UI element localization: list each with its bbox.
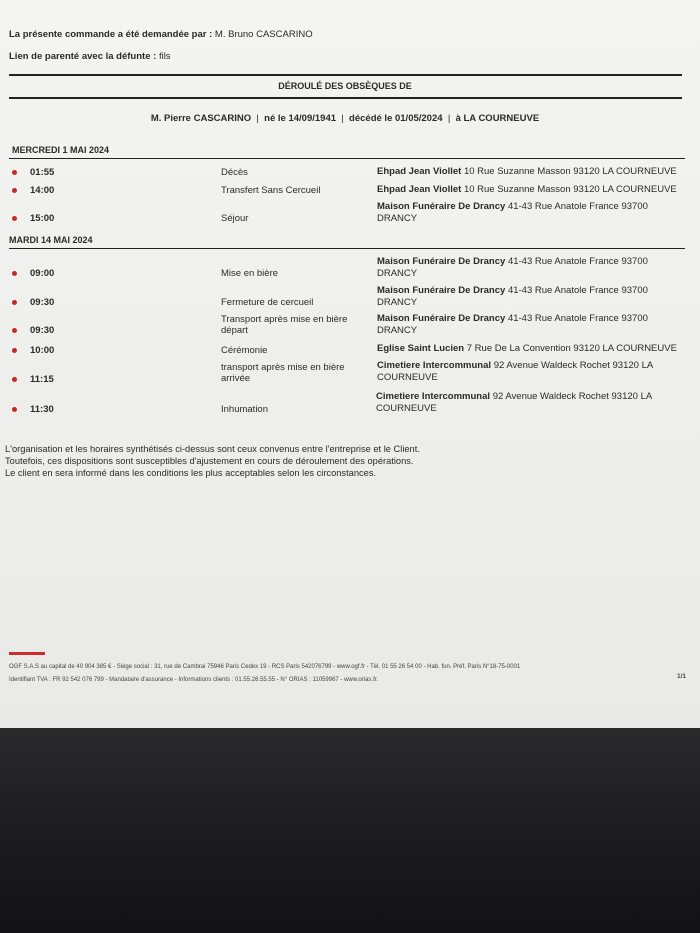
event-time: 09:30	[30, 325, 55, 336]
event-time: 10:00	[30, 345, 55, 356]
deceased-name: M. Pierre CASCARINO	[150, 113, 252, 124]
event-location	[377, 201, 677, 225]
day-rule	[9, 158, 685, 159]
background-surface	[0, 728, 700, 933]
event-time: 01:55	[30, 167, 55, 178]
footer-legal-line: OGF S.A.S au capital de 40 904 385 € - Siège social : 31, rue de Cambrai 75946 Paris Cedex 19 - RCS Paris 542076799 - www.ogf.fr - Tél. 01 55 26 54 00 - Hab. fun. Préf. Paris N°18-75-0001	[9, 664, 521, 670]
place-name: Ehpad Jean Viollet	[377, 184, 462, 195]
event-label: Décès	[221, 167, 248, 178]
place-name: Maison Funéraire De Drancy	[377, 285, 506, 296]
event-label: Inhumation	[221, 404, 269, 415]
event-label: Séjour	[221, 213, 249, 224]
place-name: Cimetiere Intercommunal	[377, 360, 492, 371]
deceased-born: né le 14/09/1941	[264, 113, 337, 124]
place-name: Ehpad Jean Viollet	[377, 166, 462, 177]
place-address: 7 Rue De La Convention 93120 LA COURNEUVE	[466, 343, 677, 354]
separator: |	[256, 113, 259, 124]
event-label: transport après mise en bière arrivée	[221, 362, 345, 384]
bullet-icon	[12, 188, 17, 193]
bullet-icon	[12, 348, 17, 353]
note-line: Toutefois, ces dispositions sont susceptibles d'ajustement en cours de déroulement des opérations.	[5, 456, 414, 466]
event-location	[377, 360, 677, 384]
place-address: 92 Avenue Waldeck Rochet 93120 LA COURNEUVE	[377, 360, 653, 383]
place-name: Cimetiere Intercommunal	[376, 391, 491, 402]
event-location	[377, 343, 687, 355]
event-label: Mise en bière	[221, 268, 279, 279]
separator: |	[447, 113, 451, 124]
event-location	[377, 184, 677, 196]
event-location	[377, 256, 677, 280]
page-number: 1/1	[677, 673, 687, 680]
event-time: 14:00	[30, 185, 55, 196]
bullet-icon	[12, 216, 17, 221]
event-time: 11:15	[30, 374, 54, 385]
deceased-died: décédé le 01/05/2024	[349, 113, 443, 124]
section-rule	[9, 97, 682, 99]
bullet-icon	[12, 170, 17, 175]
event-label: Transfert Sans Cercueil	[221, 185, 321, 196]
place-address: 41-43 Rue Anatole France 93700 DRANCY	[377, 201, 648, 224]
place-address: 10 Rue Suzanne Masson 93120 LA COURNEUVE	[463, 184, 677, 195]
bullet-icon	[12, 271, 17, 276]
relation-label: Lien de parenté avec la défunte :	[9, 51, 157, 62]
place-address: 41-43 Rue Anatole France 93700 DRANCY	[377, 285, 648, 308]
ordered-by-label: La présente commande a été demandée par :	[9, 29, 213, 40]
place-name: Maison Funéraire De Drancy	[377, 256, 506, 267]
relation-value: fils	[158, 51, 171, 62]
place-address: 10 Rue Suzanne Masson 93120 LA COURNEUVE	[463, 166, 677, 177]
event-time: 09:30	[30, 297, 55, 308]
event-location	[377, 313, 677, 337]
bullet-icon	[12, 377, 17, 382]
bullet-icon	[12, 300, 17, 305]
note-line: L'organisation et les horaires synthétisés ci-dessus sont ceux convenus entre l'entreprise et le Client.	[5, 444, 420, 454]
place-name: Maison Funéraire De Drancy	[377, 313, 506, 324]
event-time: 09:00	[30, 268, 55, 279]
event-label: Cérémonie	[221, 345, 268, 356]
ordered-by-value: M. Bruno CASCARINO	[214, 29, 313, 40]
event-time: 15:00	[30, 213, 55, 224]
place-name: Eglise Saint Lucien	[377, 343, 465, 354]
bullet-icon	[12, 407, 17, 412]
deceased-place: à LA COURNEUVE	[455, 113, 540, 124]
footer-accent-bar	[9, 652, 45, 655]
day-label: MARDI 14 MAI 2024	[9, 235, 93, 245]
section-title: DÉROULÉ DES OBSÈQUES DE	[278, 81, 412, 91]
relation-line	[9, 51, 171, 62]
place-name: Maison Funéraire De Drancy	[377, 201, 506, 212]
event-time: 11:30	[30, 404, 54, 415]
place-address: 41-43 Rue Anatole France 93700 DRANCY	[377, 313, 648, 336]
event-label: Fermeture de cercueil	[221, 297, 314, 308]
event-location	[377, 166, 677, 178]
footer-legal-line: Identifiant TVA : FR 92 542 076 799 - Mandataire d'assurance - Informations clients : 01.55.26.55.55 - N° ORIAS : 11059967 - www.orias.fr.	[9, 677, 379, 683]
event-label: Transport après mise en bière départ	[221, 314, 348, 336]
ordered-by-line	[9, 29, 313, 40]
event-location	[376, 391, 676, 415]
deceased-line	[0, 113, 690, 124]
day-label: MERCREDI 1 MAI 2024	[12, 145, 110, 155]
top-rule	[9, 74, 682, 76]
separator: |	[341, 113, 344, 124]
place-address: 41-43 Rue Anatole France 93700 DRANCY	[377, 256, 648, 279]
bullet-icon	[12, 328, 17, 333]
place-address: 92 Avenue Waldeck Rochet 93120 LA COURNEUVE	[376, 391, 652, 414]
day-rule	[9, 248, 685, 249]
note-line: Le client en sera informé dans les conditions les plus acceptables selon les circonstances.	[5, 468, 377, 478]
event-location	[377, 285, 677, 309]
